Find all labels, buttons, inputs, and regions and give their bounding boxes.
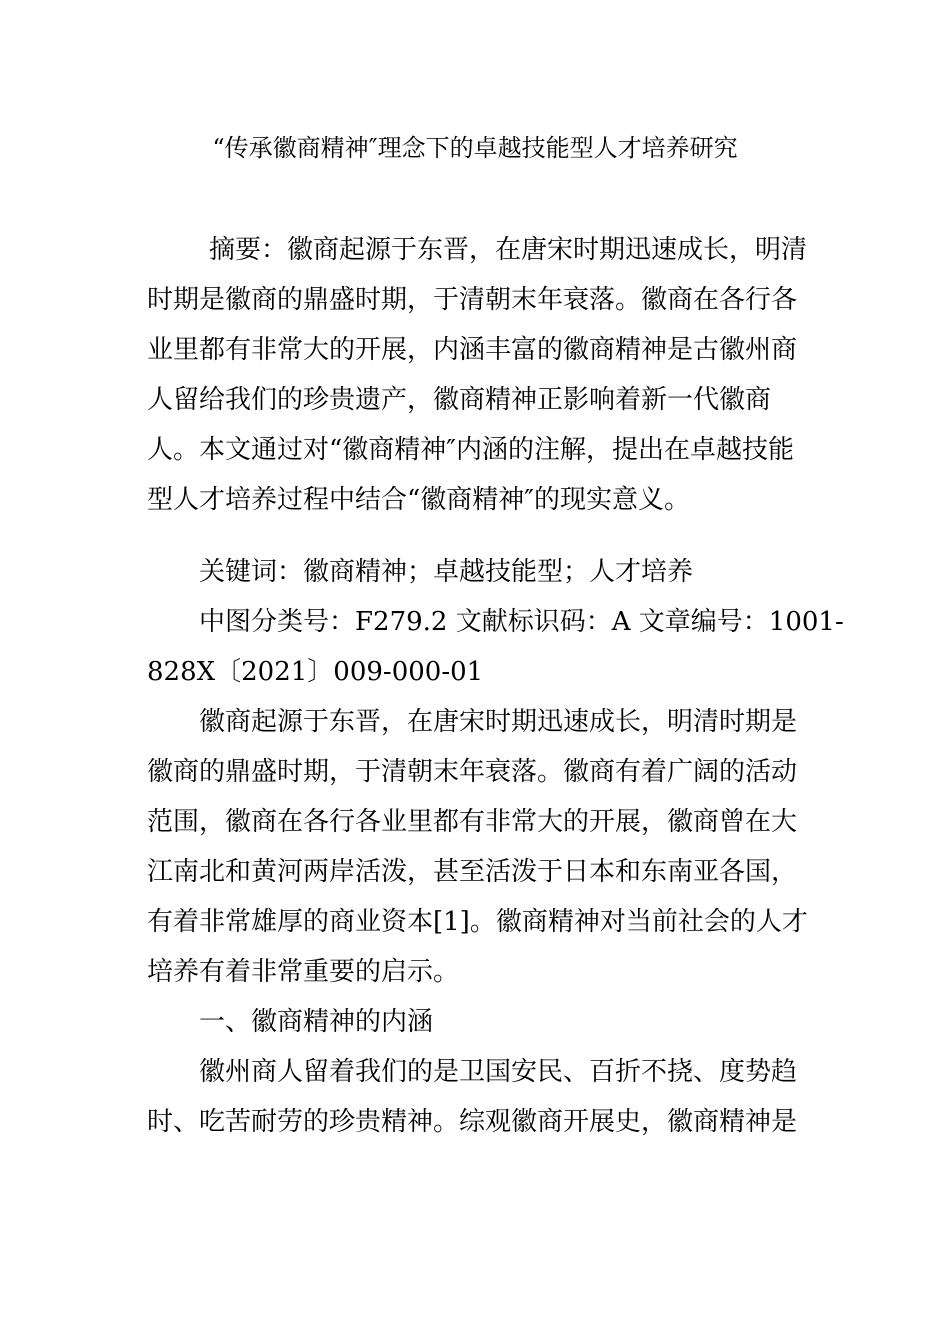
abstract-line: 摘要：徽商起源于东晋，在唐宋时期迅速成长，明清 xyxy=(209,235,808,265)
abstract-line: 业里都有非常大的开展，内涵丰富的徽商精神是古徽州商 xyxy=(147,335,798,365)
abstract-line: 人留给我们的珍贵遗产，徽商精神正影响着新一代徽商 xyxy=(147,385,772,415)
intro-line: 培养有着非常重要的启示。 xyxy=(147,957,460,987)
intro-line: 范围，徽商在各行各业里都有非常大的开展，徽商曾在大 xyxy=(147,807,798,837)
section-heading: 一、徽商精神的内涵 xyxy=(199,1007,434,1037)
keywords-line: 关键词：徽商精神；卓越技能型；人才培养 xyxy=(199,557,694,587)
intro-line: 徽商的鼎盛时期，于清朝末年衰落。徽商有着广阔的活动 xyxy=(147,757,798,787)
abstract-line: 型人才培养过程中结合“徽商精神″的现实意义。 xyxy=(147,485,691,515)
classification-line: 中图分类号：F279.2 文献标识码：A 文章编号：1001- xyxy=(199,607,844,637)
intro-line: 有着非常雄厚的商业资本[1]。徽商精神对当前社会的人才 xyxy=(147,907,808,937)
classification-line: 828X〔2021〕009-000-01 xyxy=(147,657,484,687)
intro-line: 徽商起源于东晋，在唐宋时期迅速成长，明清时期是 xyxy=(199,707,798,737)
abstract-line: 人。本文通过对“徽商精神″内涵的注解，提出在卓越技能 xyxy=(147,435,795,465)
abstract-line: 时期是徽商的鼎盛时期，于清朝末年衰落。徽商在各行各 xyxy=(147,285,798,315)
document-title: “传承徽商精神″理念下的卓越技能型人才培养研究 xyxy=(212,134,738,162)
section-line: 徽州商人留着我们的是卫国安民、百折不挠、度势趋 xyxy=(199,1057,798,1087)
section-line: 时、吃苦耐劳的珍贵精神。综观徽商开展史，徽商精神是 xyxy=(147,1107,798,1137)
intro-line: 江南北和黄河两岸活泼，甚至活泼于日本和东南亚各国， xyxy=(147,857,798,887)
